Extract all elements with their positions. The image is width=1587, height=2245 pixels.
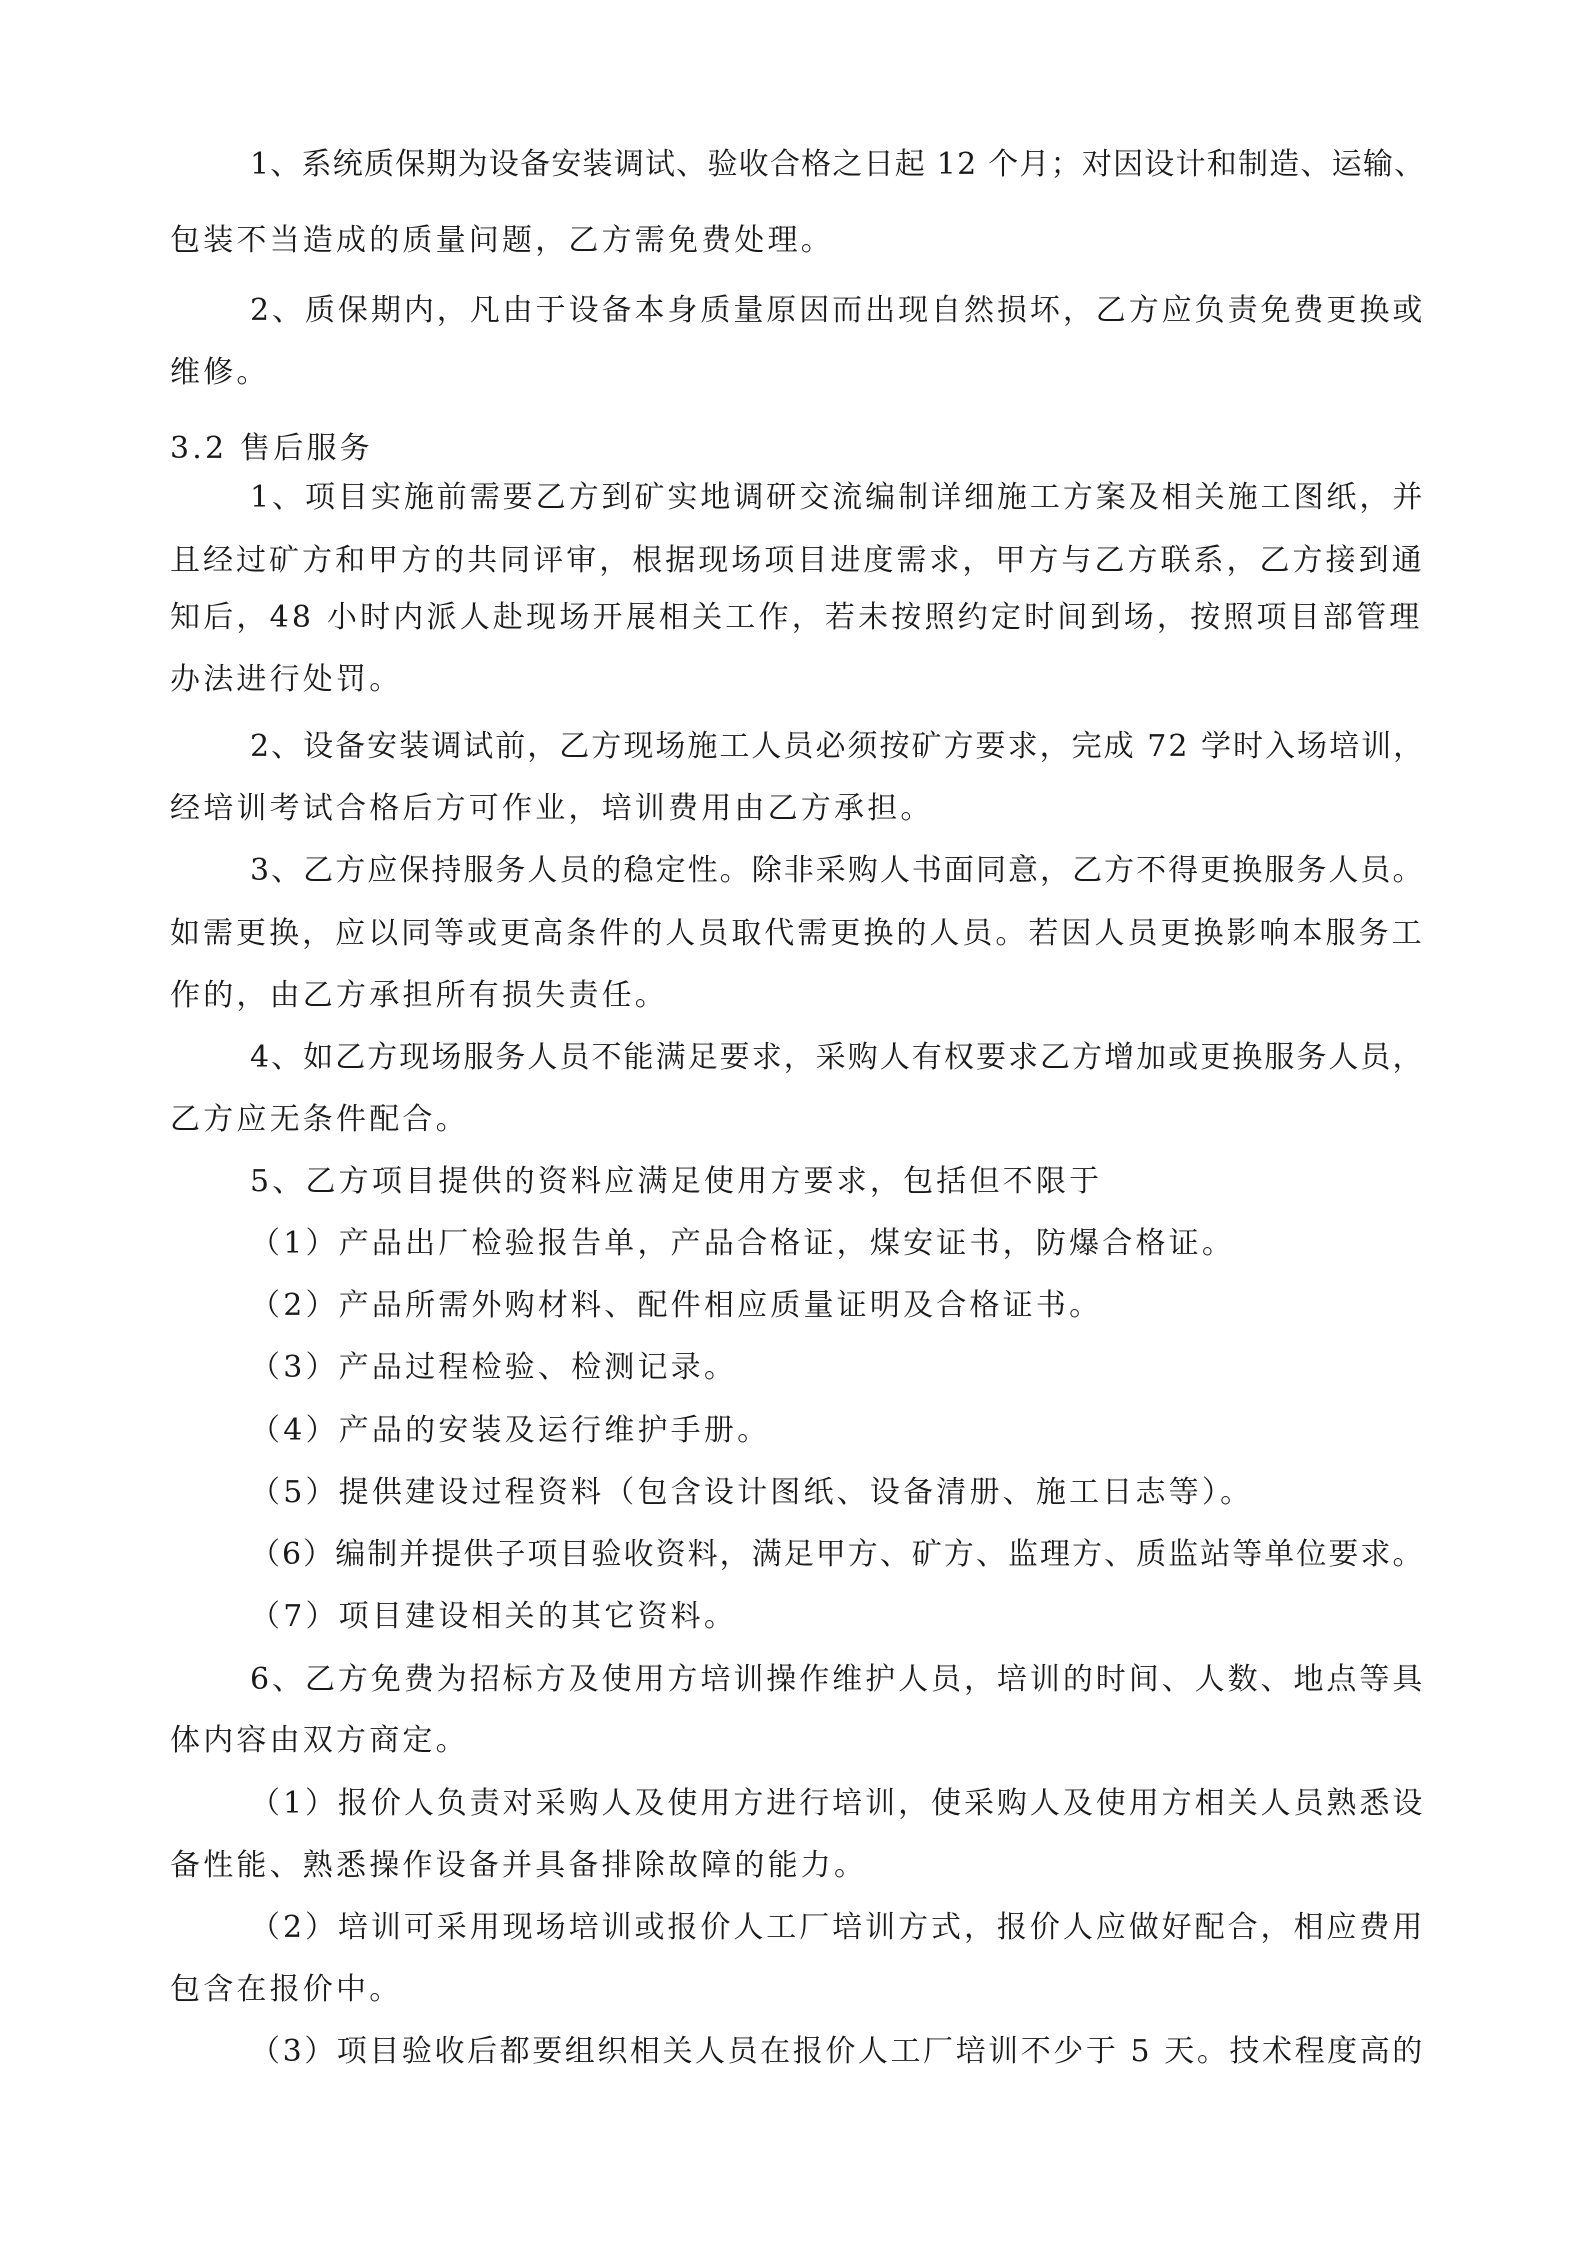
- paragraph-4-line-1: 2、设备安装调试前，乙方现场施工人员必须按矿方要求，完成 72 学时入场培训，: [250, 729, 1426, 764]
- paragraph-6-line-2: 乙方应无条件配合。: [170, 1102, 469, 1137]
- list-item-7: （7）项目建设相关的其它资料。: [250, 1599, 738, 1634]
- paragraph-3-line-3: 知后，48 小时内派人赴现场开展相关工作，若未按照约定时间到场，按照项目部管理: [170, 600, 1423, 635]
- list-item-2: （2）产品所需外购材料、配件相应质量证明及合格证书。: [250, 1288, 1103, 1323]
- paragraph-6-line-1: 4、如乙方现场服务人员不能满足要求，采购人有权要求乙方增加或更换服务人员，: [250, 1040, 1425, 1075]
- list-item-3: （3）产品过程检验、检测记录。: [250, 1350, 738, 1385]
- paragraph-8-line-1: 6、乙方免费为招标方及使用方培训操作维护人员，培训的时间、人数、地点等具: [250, 1662, 1426, 1697]
- list-item-5: （5）提供建设过程资料（包含设计图纸、设备清册、施工日志等）。: [250, 1475, 1254, 1510]
- paragraph-3-line-4: 办法进行处罚。: [170, 662, 403, 697]
- sub-item-2-line-1: （2）培训可采用现场培训或报价人工厂培训方式，报价人应做好配合，相应费用: [250, 1910, 1426, 1945]
- paragraph-8-line-2: 体内容由双方商定。: [170, 1723, 469, 1758]
- list-item-6: （6）编制并提供子项目验收资料，满足甲方、矿方、监理方、质监站等单位要求。: [250, 1537, 1425, 1572]
- paragraph-7-line-1: 5、乙方项目提供的资料应满足使用方要求，包括但不限于: [250, 1164, 1103, 1199]
- paragraph-2-line-1: 2、质保期内，凡由于设备本身质量原因而出现自然损坏，乙方应负责免费更换或: [250, 293, 1426, 328]
- paragraph-3-line-1: 1、项目实施前需要乙方到矿实地调研交流编制详细施工方案及相关施工图纸，并: [250, 480, 1426, 515]
- paragraph-2-line-2: 维修。: [170, 355, 270, 390]
- paragraph-1-line-1: 1、系统质保期为设备安装调试、验收合格之日起 12 个月；对因设计和制造、运输、: [250, 147, 1426, 182]
- paragraph-5-line-3: 作的，由乙方承担所有损失责任。: [170, 978, 668, 1013]
- paragraph-5-line-1: 3、乙方应保持服务人员的稳定性。除非采购人书面同意，乙方不得更换服务人员。: [250, 853, 1425, 888]
- sub-item-3-line-1: （3）项目验收后都要组织相关人员在报价人工厂培训不少于 5 天。技术程度高的: [250, 2034, 1425, 2069]
- paragraph-4-line-2: 经培训考试合格后方可作业，培训费用由乙方承担。: [170, 791, 934, 826]
- paragraph-3-line-2: 且经过矿方和甲方的共同评审，根据现场项目进度需求，甲方与乙方联系，乙方接到通: [170, 543, 1425, 578]
- list-item-1: （1）产品出厂检验报告单，产品合格证，煤安证书，防爆合格证。: [250, 1226, 1236, 1261]
- sub-item-1-line-2: 备性能、熟悉操作设备并具备排除故障的能力。: [170, 1848, 868, 1883]
- section-heading-3-2: 3.2 售后服务: [170, 431, 373, 466]
- sub-item-1-line-1: （1）报价人负责对采购人及使用方进行培训，使采购人及使用方相关人员熟悉设: [250, 1786, 1426, 1821]
- paragraph-5-line-2: 如需更换，应以同等或更高条件的人员取代需更换的人员。若因人员更换影响本服务工: [170, 916, 1425, 951]
- sub-item-2-line-2: 包含在报价中。: [170, 1972, 403, 2007]
- list-item-4: （4）产品的安装及运行维护手册。: [250, 1413, 771, 1448]
- paragraph-1-line-2: 包装不当造成的质量问题，乙方需免费处理。: [170, 223, 834, 258]
